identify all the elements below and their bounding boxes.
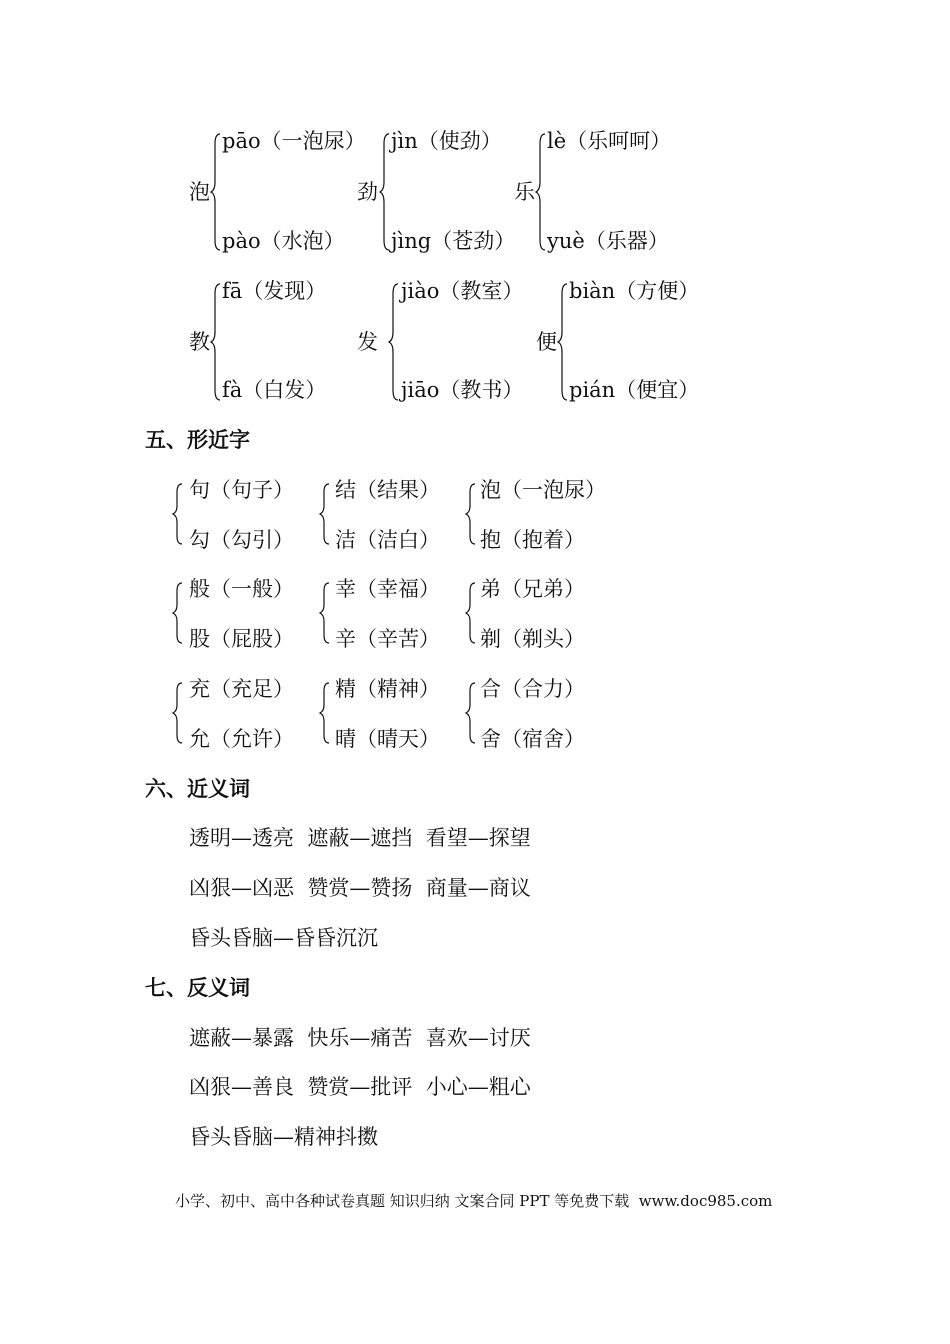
polyphonic-char: 泡 (189, 180, 210, 204)
pair-bottom: 辛（辛苦） (335, 627, 440, 651)
synonym-line: 昏头昏脑—昏昏沉沉 (189, 926, 378, 950)
pair-bottom: 洁（洁白） (335, 528, 440, 552)
pair-bottom: 剃（剃头） (480, 627, 585, 651)
antonym-line: 凶狠—善良 赞赏—批评 小心—粗心 (189, 1075, 531, 1099)
polyphonic-char: 乐 (514, 180, 535, 204)
polyphonic-top: lè（乐呵呵） (547, 129, 672, 153)
pair-top: 充（充足） (189, 677, 294, 701)
pair-bottom: 勾（勾引） (189, 528, 294, 552)
pair-bottom: 抱（抱着） (480, 528, 585, 552)
section-heading: 五、形近字 (145, 428, 250, 452)
synonym-line: 透明—透亮 遮蔽—遮挡 看望—探望 (189, 826, 531, 850)
pair-top: 弟（兄弟） (480, 577, 585, 601)
section-heading: 六、近义词 (145, 777, 250, 801)
antonym-line: 遮蔽—暴露 快乐—痛苦 喜欢—讨厌 (189, 1026, 531, 1050)
polyphonic-bottom: yuè（乐器） (547, 229, 669, 253)
polyphonic-top: biàn（方便） (569, 279, 700, 303)
pair-top: 合（合力） (480, 677, 585, 701)
polyphonic-bottom: pián（便宜） (569, 378, 700, 402)
polyphonic-bottom: pào（水泡） (222, 229, 345, 253)
polyphonic-bottom: jìng（苍劲） (391, 229, 516, 253)
brace-icon (465, 581, 479, 645)
pair-top: 精（精神） (335, 677, 440, 701)
brace-icon (319, 681, 333, 745)
pair-bottom: 股（屁股） (189, 627, 294, 651)
polyphonic-bottom: fà（白发） (222, 378, 327, 402)
synonym-line: 凶狠—凶恶 赞赏—赞扬 商量—商议 (189, 876, 531, 900)
brace-icon (172, 581, 186, 645)
brace-icon (388, 282, 402, 402)
pair-bottom: 允（允许） (189, 727, 294, 751)
brace-icon (172, 681, 186, 745)
polyphonic-top: jìn（使劲） (391, 129, 502, 153)
footer-text: 小学、初中、高中各种试卷真题 知识归纳 文案合同 PPT 等免费下载 www.doc985.com (175, 1192, 773, 1210)
antonym-line: 昏头昏脑—精神抖擞 (189, 1125, 378, 1149)
pair-top: 幸（幸福） (335, 577, 440, 601)
brace-icon (319, 482, 333, 546)
pair-top: 泡（一泡尿） (480, 478, 606, 502)
polyphonic-char: 劲 (357, 180, 378, 204)
brace-icon (172, 482, 186, 546)
pair-top: 般（一般） (189, 577, 294, 601)
pair-top: 句（句子） (189, 478, 294, 502)
pair-bottom: 舍（宿舍） (480, 727, 585, 751)
polyphonic-top: jiào（教室） (401, 279, 524, 303)
polyphonic-top: fā（发现） (222, 279, 327, 303)
brace-icon (465, 482, 479, 546)
brace-icon (465, 681, 479, 745)
section-heading: 七、反义词 (145, 976, 250, 1000)
polyphonic-char: 教 (189, 330, 210, 354)
polyphonic-top: pāo（一泡尿） (222, 129, 366, 153)
pair-bottom: 晴（晴天） (335, 727, 440, 751)
polyphonic-char: 发 (357, 330, 378, 354)
polyphonic-bottom: jiāo（教书） (401, 378, 524, 402)
brace-icon (319, 581, 333, 645)
pair-top: 结（结果） (335, 478, 440, 502)
polyphonic-char: 便 (536, 330, 557, 354)
